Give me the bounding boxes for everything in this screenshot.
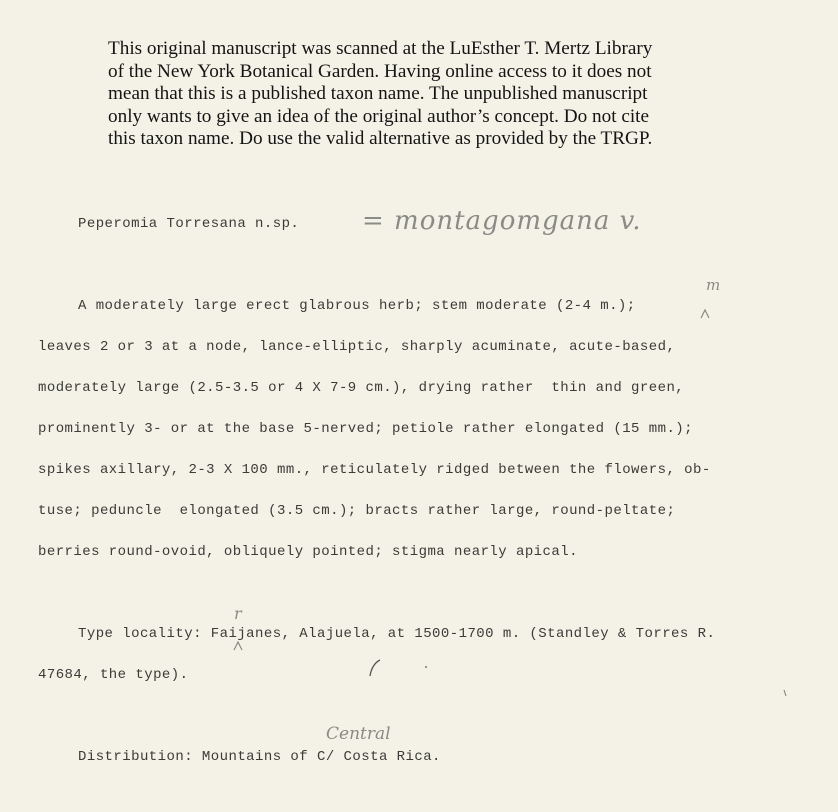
taxon-title: Peperomia Torresana n.sp. <box>78 216 300 232</box>
notice-line: only wants to give an idea of the original author’s concept. Do not cite <box>108 105 650 127</box>
ink-speck <box>425 666 427 668</box>
description-line: leaves 2 or 3 at a node, lance-elliptic, sharply acuminate, acute-based, <box>38 339 676 355</box>
description-line: A moderately large erect glabrous herb; stem moderate (2-4 m.); <box>78 298 636 314</box>
notice-line: mean that this is a published taxon name. The unpublished manuscript <box>108 83 648 105</box>
insertion-caret <box>234 642 242 650</box>
distribution-line: Distribution: Mountains of C/ Costa Rica. <box>78 749 441 765</box>
type-locality-line: Type locality: Faijanes, Alajuela, at 1500-1700 m. (Standley & Torres R. <box>78 626 716 642</box>
pencil-stroke <box>370 660 380 676</box>
notice-line: of the New York Botanical Garden. Having online access to it does not <box>108 60 652 82</box>
handwritten-synonym: = montagomgana v. <box>362 206 642 236</box>
ink-speck <box>784 690 786 696</box>
notice-line: this taxon name. Do use the valid alternative as provided by the TRGP. <box>108 128 653 150</box>
insertion-caret <box>701 310 709 318</box>
description-line: berries round-ovoid, obliquely pointed; stigma nearly apical. <box>38 544 578 560</box>
distribution-correction: Central <box>326 724 391 744</box>
locality-correction: r <box>234 604 242 623</box>
stem-correction: m <box>706 276 721 294</box>
type-locality-line: 47684, the type). <box>38 667 189 683</box>
description-line: spikes axillary, 2-3 X 100 mm., reticulately ridged between the flowers, ob- <box>38 462 711 478</box>
description-line: tuse; peduncle elongated (3.5 cm.); bracts rather large, round-peltate; <box>38 503 676 519</box>
description-line: prominently 3- or at the base 5-nerved; petiole rather elongated (15 mm.); <box>38 421 694 437</box>
notice-line: This original manuscript was scanned at the LuEsther T. Mertz Library <box>108 38 653 59</box>
description-line: moderately large (2.5-3.5 or 4 X 7-9 cm.), drying rather thin and green, <box>38 380 685 396</box>
